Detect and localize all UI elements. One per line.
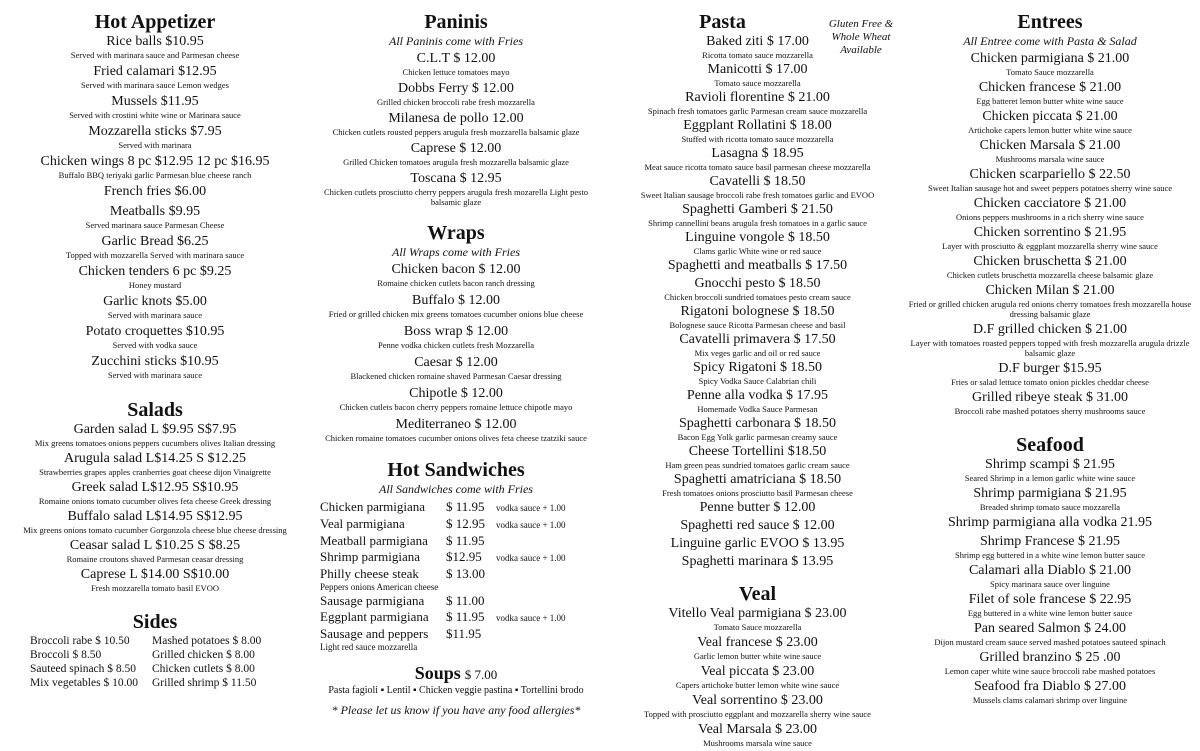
menu-item (312, 51, 600, 77)
menu-item (10, 264, 300, 290)
item-name: French fries $6.00 (103, 184, 207, 199)
side-item: Grilled shrimp $ 11.50 (152, 677, 257, 689)
item-description: Stuffed with ricotta tomato sauce mozzarella (681, 134, 834, 144)
menu-item (10, 451, 300, 477)
item-name: Boss wrap $ 12.00 (403, 324, 509, 339)
item-description: Shrimp cannellini beans arugula fresh tomatoes in a garlic sauce (648, 218, 867, 228)
menu-item (610, 536, 905, 552)
item-description: Spinach fresh tomatoes garlic Parmesan cream sauce mozzarella (647, 106, 868, 116)
item-name: Spaghetti carbonara $ 18.50 (678, 416, 837, 431)
item-description: Garlic lemon butter white wine sauce (693, 651, 822, 661)
sandwich-name: Philly cheese steak (320, 566, 419, 581)
sandwich-row (320, 499, 600, 516)
menu-item (10, 354, 300, 380)
menu-item (10, 34, 300, 60)
item-name: Shrimp scampi $ 21.95 (985, 457, 1115, 472)
item-name: Toscana $ 12.95 (410, 171, 502, 186)
sides-row (30, 662, 300, 676)
item-name: Grilled branzino $ 25 .00 (979, 650, 1121, 665)
menu-item (905, 390, 1195, 416)
item-description: Fresh tomatoes onions prosciutto basil Parmesan cheese (662, 488, 853, 498)
column-3 (610, 10, 905, 751)
sandwich-price: $ 11.95 (446, 609, 485, 624)
menu-item (610, 518, 905, 534)
item-name: Pan seared Salmon $ 24.00 (973, 621, 1127, 636)
menu-item (610, 146, 905, 172)
menu-item (905, 254, 1195, 280)
menu-item (10, 234, 300, 260)
item-description: Chicken cutlets bruschetta mozzarella cheese balsamic glaze (946, 270, 1154, 280)
item-description: Homemade Vodka Sauce Parmesan (697, 404, 818, 414)
item-name: Dobbs Ferry $ 12.00 (398, 81, 514, 96)
item-description: Served with marinara sauce (107, 310, 203, 320)
menu-item (905, 283, 1195, 319)
menu-item (905, 650, 1195, 676)
seafood-title: Seafood (1016, 434, 1084, 456)
item-name: Spicy Rigatoni $ 18.50 (692, 360, 823, 375)
item-description: Grilled chicken broccoli rabe fresh mozzarella (377, 97, 535, 107)
hot-sandwiches-title: Hot Sandwiches (387, 459, 525, 481)
item-name: Spaghetti amatriciana $ 18.50 (673, 472, 842, 487)
item-description: Romaine croutons shaved Parmesan ceasar dressing (66, 554, 244, 564)
item-name: Chicken cacciatore $ 21.00 (973, 196, 1127, 211)
item-description: Egg buttered in a white wine lemon butter sauce (967, 608, 1133, 618)
item-name: Lasagna $ 18.95 (711, 146, 804, 161)
menu-item (610, 500, 905, 516)
item-description: Bacon Egg Yolk garlic parmesan creamy sauce (677, 432, 838, 442)
item-name: Chicken piccata $ 21.00 (982, 109, 1118, 124)
item-name: Spaghetti and meatballs $ 17.50 (667, 258, 848, 273)
menu-item (905, 515, 1195, 531)
sandwich-name: Sausage parmigiana (320, 593, 425, 608)
item-name: Buffalo salad L$14.95 S$12.95 (67, 509, 243, 524)
menu-item (10, 64, 300, 90)
item-description: Layer with prosciutto & eggplant mozzarella sherry wine sauce (942, 241, 1158, 251)
sandwich-price: $ 11.95 (446, 499, 485, 514)
item-description: Served marinara sauce Parmesan Cheese (85, 220, 225, 230)
menu-item (610, 62, 905, 88)
soups-title: Soups (414, 663, 461, 683)
menu-item (312, 386, 600, 412)
item-description: Breaded shrimp tomato sauce mozzarella (979, 502, 1121, 512)
item-name: Chicken Marsala $ 21.00 (979, 138, 1121, 153)
menu-item (905, 361, 1195, 387)
column-4 (905, 10, 1195, 708)
item-name: Caprese $ 12.00 (410, 141, 502, 156)
item-name: Spaghetti Gamberi $ 21.50 (682, 202, 833, 217)
item-name: Chicken francese $ 21.00 (978, 80, 1122, 95)
item-description: Chicken cutlets bacon cherry peppers romaine lettuce chipotle mayo (339, 402, 573, 412)
sandwich-name: Veal parmigiana (320, 516, 405, 531)
menu-item (312, 324, 600, 350)
menu-item (610, 722, 905, 748)
item-name: Zucchini sticks $10.95 (91, 354, 219, 369)
menu-item (905, 196, 1195, 222)
item-description: Mushrooms marsala wine sauce (703, 738, 812, 748)
menu-item (905, 109, 1195, 135)
item-name: Linguine vongole $ 18.50 (685, 230, 830, 245)
paninis-subtitle: All Paninis come with Fries (389, 34, 523, 48)
item-description: Dijon mustard cream sauce served mashed potatoes sauteed spinach (934, 637, 1166, 647)
item-description: Honey mustard (128, 280, 182, 290)
menu-item (905, 51, 1195, 77)
item-name: Milanesa de pollo 12.00 (388, 111, 524, 126)
allergy-note: * Please let us know if you have any food allergies* (331, 703, 581, 717)
item-description: Shrimp egg buttered in a white wine lemon butter sauce (954, 550, 1146, 560)
item-name: Cavatelli primavera $ 17.50 (679, 332, 836, 347)
sandwich-row (320, 533, 600, 549)
menu-item (312, 141, 600, 167)
sandwich-price: $ 11.00 (446, 593, 485, 608)
item-description: Buffalo BBQ teriyaki garlic Parmesan blue cheese ranch (58, 170, 252, 180)
item-name: Manicotti $ 17.00 (707, 62, 808, 77)
item-description: Mix greens tomatoes onions peppers cucumbers olives Italian dressing (34, 438, 276, 448)
menu-item (610, 388, 905, 414)
menu-item (905, 534, 1195, 560)
item-name: Gnocchi pesto $ 18.50 (694, 276, 821, 291)
item-name: Ravioli florentine $ 21.00 (685, 90, 830, 105)
menu-item (905, 80, 1195, 106)
item-name: Buffalo $ 12.00 (411, 293, 500, 308)
item-description: Broccoli rabe mashed potatoes sherry mushrooms sauce (954, 406, 1146, 416)
item-name: Chicken scarpariello $ 22.50 (969, 167, 1131, 182)
item-name: Chicken bruschetta $ 21.00 (973, 254, 1127, 269)
menu-item (10, 294, 300, 320)
soups-price: $ 7.00 (464, 667, 498, 682)
sides-list (10, 634, 300, 690)
menu-item (10, 324, 300, 350)
sandwich-row (320, 593, 600, 609)
menu-item (610, 174, 905, 200)
item-description: Romaine chicken cutlets bacon ranch dressing (377, 278, 535, 288)
menu-item (312, 417, 600, 443)
menu-item (905, 679, 1195, 705)
item-description: Mussels clams calamari shrimp over linguine (972, 695, 1128, 705)
paninis-list (312, 51, 600, 207)
item-description: Meat sauce ricotta tomato sauce basil parmesan cheese mozzarella (644, 162, 871, 172)
side-item: Mix vegetables $ 10.00 (30, 677, 138, 689)
item-description: Lemon caper white wine sauce broccoli rabe mashed potatoes (944, 666, 1156, 676)
item-description: Fries or salad lettuce tomato onion pickles cheddar cheese (951, 377, 1149, 387)
menu-item (610, 472, 905, 498)
item-name: Mussels $11.95 (111, 94, 199, 109)
hot-sandwiches-list (312, 499, 600, 653)
item-description: Served with vodka sauce (112, 340, 198, 350)
item-name: Shrimp Francese $ 21.95 (980, 534, 1120, 549)
menu-item (10, 204, 300, 230)
item-description: Served with crostini white wine or Marinara sauce (69, 110, 241, 120)
sandwich-extra: vodka sauce + 1.00 (496, 520, 566, 530)
item-name: Mozzarella sticks $7.95 (88, 124, 222, 139)
menu-item (610, 606, 905, 632)
item-description: Served with marinara sauce (107, 370, 203, 380)
item-name: Filet of sole francese $ 22.95 (968, 592, 1132, 607)
item-description: Tomato sauce mozzarella (714, 78, 801, 88)
item-description: Strawberries grapes apples cranberries goat cheese dijon Vinaigrette (39, 467, 271, 477)
item-description: Chicken cutlets prosciutto cherry peppers arugula fresh mozarella Light pesto balsamic glaze (323, 187, 589, 207)
item-name: Shrimp parmigiana alla vodka 21.95 (947, 515, 1153, 530)
pasta-list (610, 34, 905, 570)
side-item: Sauteed spinach $ 8.50 (30, 663, 137, 675)
item-name: Chicken tenders 6 pc $9.25 (78, 264, 232, 279)
sandwich-price: $ 12.95 (446, 516, 485, 531)
menu-item (312, 81, 600, 107)
menu-item (10, 538, 300, 564)
item-description: Served with marinara sauce Lemon wedges (81, 80, 229, 90)
menu-item (905, 563, 1195, 589)
menu-item (610, 276, 905, 302)
sandwich-row (320, 566, 600, 582)
item-name: Garlic Bread $6.25 (101, 234, 209, 249)
item-name: Spaghetti marinara $ 13.95 (681, 554, 834, 569)
sandwich-row (320, 626, 600, 642)
menu-item (10, 480, 300, 506)
item-description: Romaine onions tomato cucumber olives feta cheese Greek dressing (38, 496, 272, 506)
item-description: Topped with mozzarella Served with marinara sauce (65, 250, 245, 260)
item-name: Shrimp parmigiana $ 21.95 (973, 486, 1127, 501)
gluten-free-note: Gluten Free & Whole Wheat Available (828, 18, 894, 56)
side-item: Mashed potatoes $ 8.00 (152, 635, 262, 647)
menu-item (610, 90, 905, 116)
menu-item (905, 225, 1195, 251)
menu-item (610, 693, 905, 719)
item-description: Chicken cutlets rousted peppers arugula fresh mozzarella balsamic glaze (332, 127, 580, 137)
wraps-title: Wraps (427, 222, 485, 244)
menu-item (905, 167, 1195, 193)
item-name: Cheese Tortellini $18.50 (688, 444, 827, 459)
menu-item (905, 322, 1195, 358)
sandwich-row (320, 549, 600, 566)
side-item: Grilled chicken $ 8.00 (152, 649, 255, 661)
menu-item (610, 444, 905, 470)
seafood-list (905, 457, 1195, 705)
item-description: Topped with prosciutto eggplant and mozzarella sherry wine sauce (644, 709, 871, 719)
side-item: Broccoli $ 8.50 (30, 649, 102, 661)
sides-row (30, 634, 300, 648)
item-description: Grilled Chicken tomatoes arugula fresh mozzarella balsamic glaze (343, 157, 569, 167)
item-description: Chicken broccoli sundried tomatoes pesto cream sauce (664, 292, 851, 302)
item-name: C.L.T $ 12.00 (416, 51, 496, 66)
item-description: Layer with tomatoes roasted peppers topped with fresh mozzarella arugula drizzle balsamic glaze (910, 338, 1190, 358)
menu-item (312, 262, 600, 288)
soups-heading (312, 663, 600, 684)
item-name: D.F grilled chicken $ 21.00 (973, 322, 1127, 337)
item-description: Artichoke capers lemon butter white wine sauce (968, 125, 1132, 135)
side-item: Chicken cutlets $ 8.00 (152, 663, 255, 675)
item-description: Spicy marinara sauce over linguine (990, 579, 1110, 589)
sides-row (30, 648, 300, 662)
menu-item (10, 509, 300, 535)
item-description: Fried or grilled chicken mix greens tomatoes cucumber onions blue cheese (328, 309, 584, 319)
menu-item (312, 171, 600, 207)
item-description: Ricotta tomato sauce mozzarella (702, 50, 813, 60)
salads-list (10, 422, 300, 593)
menu-item (10, 94, 300, 120)
menu-item (905, 621, 1195, 647)
item-name: Veal sorrentino $ 23.00 (692, 693, 823, 708)
item-name: Linguine garlic EVOO $ 13.95 (670, 536, 845, 551)
menu-item (610, 635, 905, 661)
soups-list: Pasta fagioli ▪ Lentil ▪ Chicken veggie pastina ▪ Tortellini brodo (328, 685, 584, 696)
item-name: Caesar $ 12.00 (414, 355, 498, 370)
veal-title: Veal (738, 583, 777, 605)
sandwich-price: $12.95 (446, 549, 482, 564)
hot-appetizer-title: Hot Appetizer (94, 11, 216, 33)
item-description: Bolognese sauce Ricotta Parmesan cheese and basil (669, 320, 846, 330)
menu-item (610, 304, 905, 330)
wraps-list (312, 262, 600, 443)
item-description: Served with marinara sauce and Parmesan cheese (70, 50, 240, 60)
item-description: Clams garlic White wine or red sauce (693, 246, 822, 256)
salads-title: Salads (127, 399, 183, 421)
item-name: Seafood fra Diablo $ 27.00 (973, 679, 1127, 694)
item-description: Seared Shrimp in a lemon garlic white wine sauce (964, 473, 1136, 483)
entrees-title: Entrees (1017, 11, 1083, 33)
item-description: Tomato Sauce mozzarella (713, 622, 802, 632)
menu-item (10, 184, 300, 200)
item-description: Served with marinara (118, 140, 192, 150)
item-description: Fried or grilled chicken arugula red onions cherry tomatoes fresh mozzarella house dressing balsamic glaze (908, 299, 1192, 319)
menu-item (10, 154, 300, 180)
menu-item (610, 554, 905, 570)
column-1 (10, 10, 300, 690)
item-name: Mediterraneo $ 12.00 (395, 417, 517, 432)
item-name: Rigatoni bolognese $ 18.50 (680, 304, 835, 319)
item-name: Penne alla vodka $ 17.95 (686, 388, 829, 403)
sandwich-name: Shrimp parmigiana (320, 549, 421, 564)
item-name: Chicken sorrentino $ 21.95 (973, 225, 1127, 240)
sandwich-name: Sausage and peppers (320, 626, 429, 641)
item-description: Spicy Vodka Sauce Calabrian chili (698, 376, 817, 386)
sandwich-row (320, 609, 600, 626)
wraps-subtitle: All Wraps come with Fries (392, 245, 520, 259)
item-description: Tomato Sauce mozzarella (1006, 67, 1094, 77)
item-name: Caprese L $14.00 S$10.00 (80, 567, 230, 582)
menu-item (312, 355, 600, 381)
menu-item (10, 124, 300, 150)
sandwich-price: $ 13.00 (446, 566, 485, 581)
item-description: Capers artichoke butter lemon white wine sauce (675, 680, 840, 690)
item-description: Sweet Italian sausage broccoli rabe fresh tomatoes garlic and EVOO (640, 190, 875, 200)
item-name: Veal piccata $ 23.00 (700, 664, 815, 679)
item-name: Arugula salad L$14.25 S $12.25 (64, 451, 246, 466)
menu-item (610, 332, 905, 358)
item-name: Eggplant Rollatini $ 18.00 (683, 118, 832, 133)
item-name: Meatballs $9.95 (109, 204, 201, 219)
menu-item (610, 258, 905, 274)
menu-item (610, 230, 905, 256)
hot-appetizer-list (10, 34, 300, 380)
side-item: Broccoli rabe $ 10.50 (30, 635, 130, 647)
menu-item (10, 567, 300, 593)
item-description: Ham green peas sundried tomatoes garlic cream sauce (665, 460, 850, 470)
item-name: Cavatelli $ 18.50 (709, 174, 806, 189)
menu-item (905, 457, 1195, 483)
sandwich-name: Eggplant parmigiana (320, 609, 429, 624)
sandwich-name: Meatball parmigiana (320, 533, 428, 548)
hot-sandwiches-subtitle: All Sandwiches come with Fries (379, 482, 533, 496)
item-name: Rice balls $10.95 (106, 34, 204, 49)
item-name: Chicken wings 8 pc $12.95 12 pc $16.95 (40, 154, 270, 169)
item-name: Veal francese $ 23.00 (697, 635, 818, 650)
paninis-title: Paninis (424, 11, 488, 33)
item-description: Fresh mozzarella tomato basil EVOO (91, 583, 219, 593)
menu-item (312, 111, 600, 137)
item-name: Ceasar salad L $10.25 S $8.25 (69, 538, 241, 553)
item-description: Chicken lettuce tomatoes mayo (402, 67, 510, 77)
item-description: Onions peppers mushrooms in a rich sherry wine sauce (956, 212, 1144, 222)
veal-list (610, 606, 905, 748)
menu-item (610, 202, 905, 228)
item-name: Greek salad L$12.95 S$10.95 (71, 480, 239, 495)
item-name: Potato croquettes $10.95 (85, 324, 225, 339)
item-description: Penne vodka chicken cutlets fresh Mozzarella (377, 340, 534, 350)
item-name: Chipotle $ 12.00 (409, 386, 503, 401)
item-description: Sweet Italian sausage hot and sweet peppers potatoes sherry wine sauce (927, 183, 1173, 193)
item-name: Grilled ribeye steak $ 31.00 (972, 390, 1128, 405)
item-name: Spaghetti red sauce $ 12.00 (680, 518, 835, 533)
item-description: Mushrooms marsala wine sauce (995, 154, 1105, 164)
item-name: Fried calamari $12.95 (93, 64, 217, 79)
item-description: Blackened chicken romaine shaved Parmesan Caesar dressing (350, 371, 562, 381)
sandwich-name: Chicken parmigiana (320, 499, 426, 514)
pasta-title: Pasta (699, 11, 746, 33)
sandwich-extra: vodka sauce + 1.00 (496, 503, 566, 513)
entrees-subtitle: All Entree come with Pasta & Salad (963, 34, 1137, 48)
menu-item (610, 416, 905, 442)
sandwich-extra: vodka sauce + 1.00 (496, 553, 566, 563)
menu-item (905, 138, 1195, 164)
sandwich-extra: vodka sauce + 1.00 (496, 613, 566, 623)
column-2 (312, 10, 600, 718)
item-name: Veal Marsala $ 23.00 (698, 722, 817, 737)
sandwich-row (320, 516, 600, 533)
item-name: Chicken bacon $ 12.00 (391, 262, 521, 277)
sandwich-price: $11.95 (446, 626, 482, 641)
item-description: Chicken romaine tomatoes cucumber onions olives feta cheese tzatziki sauce (325, 433, 587, 443)
item-name: D.F burger $15.95 (998, 361, 1102, 376)
menu-item (905, 592, 1195, 618)
menu-item (610, 118, 905, 144)
sides-row (30, 676, 300, 690)
menu-item (312, 293, 600, 319)
menu-item (10, 422, 300, 448)
entrees-list (905, 51, 1195, 416)
menu-item (905, 486, 1195, 512)
item-name: Garden salad L $9.95 S$7.95 (73, 422, 237, 437)
menu-item (610, 664, 905, 690)
item-name: Chicken parmigiana $ 21.00 (970, 51, 1130, 66)
item-name: Garlic knots $5.00 (103, 294, 207, 309)
menu-item (610, 360, 905, 386)
item-name: Baked ziti $ 17.00 (706, 34, 809, 49)
sandwich-note: Light red sauce mozzarella (320, 642, 418, 652)
sides-title: Sides (132, 611, 178, 633)
sandwich-note: Peppers onions American cheese (320, 582, 439, 592)
item-name: Calamari alla Diablo $ 21.00 (968, 563, 1132, 578)
item-description: Mix greens onions tomato cucumber Gorgonzola cheese blue cheese dressing (23, 525, 287, 535)
item-description: Mix veges garlic and oil or red sauce (694, 348, 821, 358)
item-name: Penne butter $ 12.00 (699, 500, 816, 515)
item-description: Egg batteret lemon butter white wine sauce (976, 96, 1124, 106)
sandwich-price: $ 11.95 (446, 533, 485, 548)
item-name: Chicken Milan $ 21.00 (985, 283, 1115, 298)
item-name: Vitello Veal parmigiana $ 23.00 (668, 606, 847, 621)
